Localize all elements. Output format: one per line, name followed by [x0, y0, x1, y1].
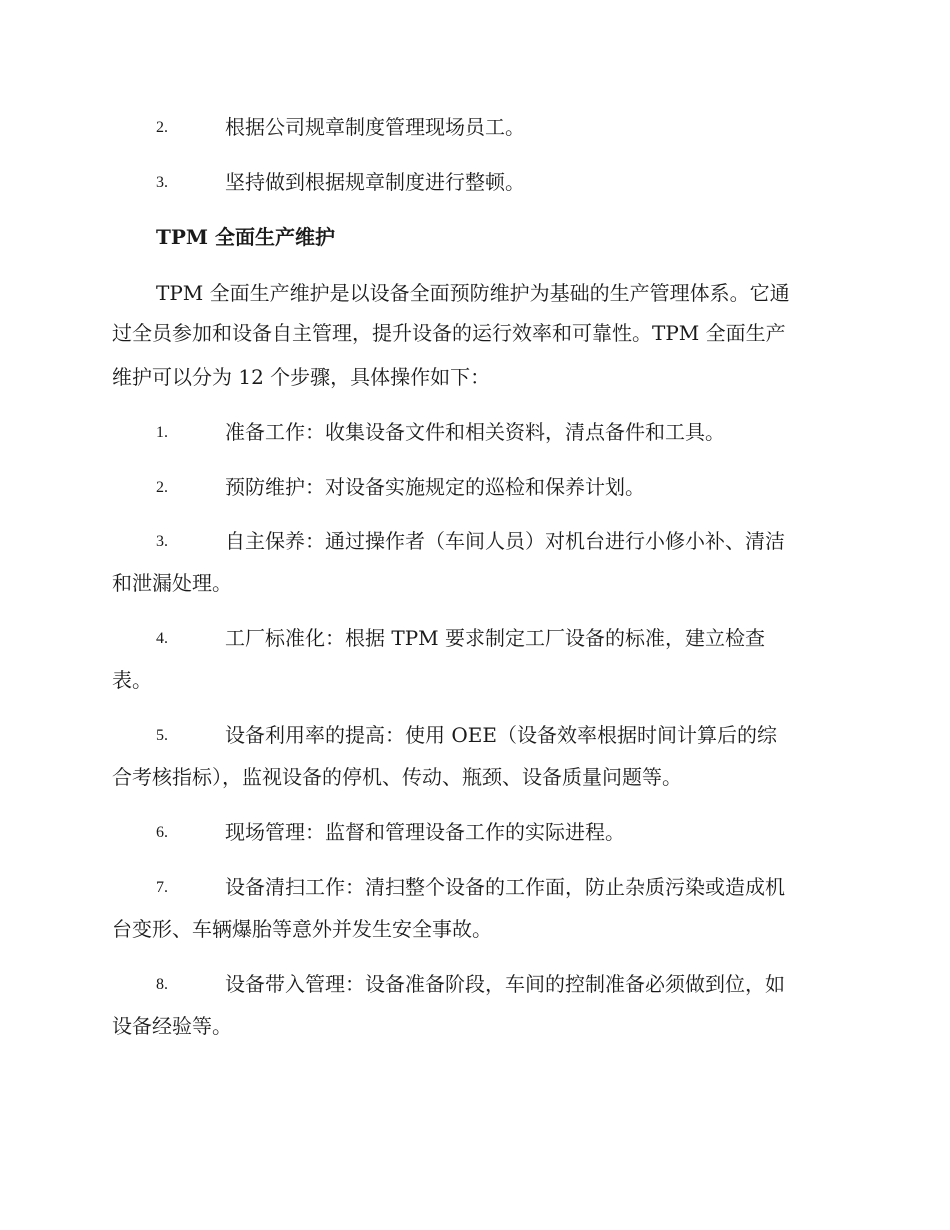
step-text-continued: 设备经验等。 [112, 1014, 232, 1038]
step-text: 自主保养：通过操作者（车间人员）对机台进行小修小补、清洁 [225, 529, 785, 553]
step-text: 预防维护：对设备实施规定的巡检和保养计划。 [225, 475, 645, 499]
list-item-text: 坚持做到根据规章制度进行整顿。 [225, 170, 525, 194]
list-number: 3. [156, 174, 168, 191]
step-number: 5. [156, 727, 168, 744]
step-number: 1. [156, 424, 168, 441]
step-text-continued: 台变形、车辆爆胎等意外并发生安全事故。 [112, 917, 492, 941]
paragraph-line: 维护可以分为 12 个步骤，具体操作如下： [112, 365, 491, 389]
step-number: 2. [156, 479, 168, 496]
step-number: 8. [156, 976, 168, 993]
section-heading: TPM 全面生产维护 [156, 225, 336, 249]
step-text-continued: 和泄漏处理。 [112, 571, 232, 595]
step-text: 现场管理：监督和管理设备工作的实际进程。 [225, 820, 625, 844]
list-item-text: 根据公司规章制度管理现场员工。 [225, 115, 525, 139]
step-text: 设备清扫工作：清扫整个设备的工作面，防止杂质污染或造成机 [225, 875, 785, 899]
list-number: 2. [156, 119, 168, 136]
step-number: 4. [156, 630, 168, 647]
step-number: 3. [156, 533, 168, 550]
step-number: 7. [156, 879, 168, 896]
step-text-continued: 合考核指标），监视设备的停机、传动、瓶颈、设备质量问题等。 [112, 765, 682, 789]
paragraph-line: TPM 全面生产维护是以设备全面预防维护为基础的生产管理体系。它通 [156, 281, 790, 305]
step-text-continued: 表。 [112, 668, 152, 692]
step-text: 准备工作：收集设备文件和相关资料，清点备件和工具。 [225, 420, 725, 444]
step-text: 工厂标准化：根据 TPM 要求制定工厂设备的标准，建立检查 [225, 626, 765, 650]
paragraph-line: 过全员参加和设备自主管理，提升设备的运行效率和可靠性。TPM 全面生产 [112, 321, 786, 345]
step-text: 设备带入管理：设备准备阶段，车间的控制准备必须做到位，如 [225, 972, 785, 996]
step-number: 6. [156, 824, 168, 841]
step-text: 设备利用率的提高：使用 OEE（设备效率根据时间计算后的综 [225, 723, 777, 747]
